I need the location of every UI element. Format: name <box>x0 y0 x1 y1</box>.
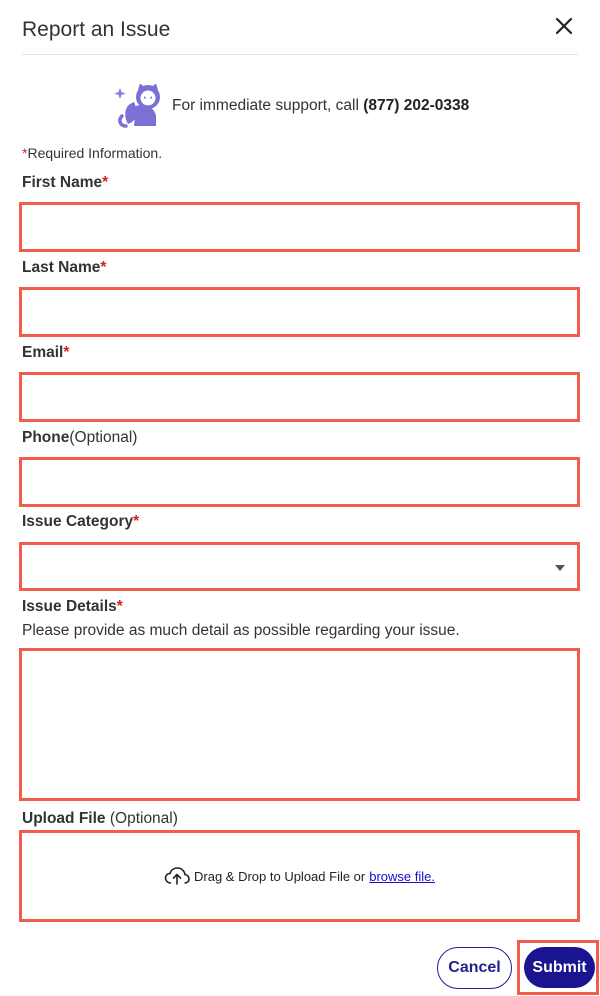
first-name-field[interactable] <box>19 202 580 252</box>
upload-optional-text: (Optional) <box>105 810 178 827</box>
cancel-button[interactable]: Cancel <box>437 947 512 989</box>
dialog-header <box>22 0 578 55</box>
email-label <box>22 344 69 362</box>
support-banner <box>114 84 469 128</box>
upload-file-label-text: Upload File <box>22 810 106 827</box>
phone-optional-text: (Optional) <box>69 429 138 446</box>
email-label-text: Email <box>22 344 64 361</box>
close-icon <box>552 14 576 38</box>
email-input[interactable] <box>22 375 577 419</box>
phone-input[interactable] <box>22 460 577 504</box>
support-phone: (877) 202-0338 <box>363 97 470 114</box>
required-note-text: Required Information. <box>27 145 163 161</box>
cloud-upload-icon <box>164 866 190 886</box>
phone-label-text: Phone <box>22 429 70 446</box>
first-name-label-text: First Name <box>22 174 103 191</box>
upload-dropzone[interactable] <box>19 830 580 922</box>
upload-file-label <box>22 810 178 828</box>
support-cat-icon <box>114 84 162 128</box>
first-name-label <box>22 174 108 192</box>
browse-file-link[interactable]: browse file. <box>369 868 435 884</box>
last-name-label-text: Last Name <box>22 259 101 276</box>
issue-details-label-text: Issue Details <box>22 598 117 615</box>
support-text <box>172 97 469 115</box>
last-name-input[interactable] <box>22 290 577 334</box>
dialog-title: Report an Issue <box>22 18 171 41</box>
issue-details-label <box>22 598 123 616</box>
issue-details-textarea[interactable] <box>22 651 577 798</box>
required-star: * <box>22 145 28 161</box>
issue-details-field[interactable] <box>19 648 580 801</box>
close-button[interactable] <box>552 14 576 38</box>
required-star: * <box>133 513 140 530</box>
email-field[interactable] <box>19 372 580 422</box>
phone-field[interactable] <box>19 457 580 507</box>
first-name-input[interactable] <box>22 205 577 249</box>
last-name-field[interactable] <box>19 287 580 337</box>
issue-category-select[interactable] <box>19 542 580 591</box>
required-star: * <box>100 259 107 276</box>
issue-category-label <box>22 513 139 531</box>
support-prefix: For immediate support, call <box>172 97 364 114</box>
issue-category-label-text: Issue Category <box>22 513 134 530</box>
required-note <box>22 145 162 161</box>
upload-instructions: Drag & Drop to Upload File or <box>194 868 366 884</box>
phone-label <box>22 429 137 447</box>
required-star: * <box>63 344 70 361</box>
issue-details-hint: Please provide as much detail as possible regarding your issue. <box>22 622 460 639</box>
submit-button-highlight <box>517 940 599 995</box>
chevron-down-icon <box>555 565 565 571</box>
required-star: * <box>102 174 109 191</box>
submit-button[interactable]: Submit <box>524 947 595 988</box>
required-star: * <box>116 598 123 615</box>
last-name-label <box>22 259 106 277</box>
